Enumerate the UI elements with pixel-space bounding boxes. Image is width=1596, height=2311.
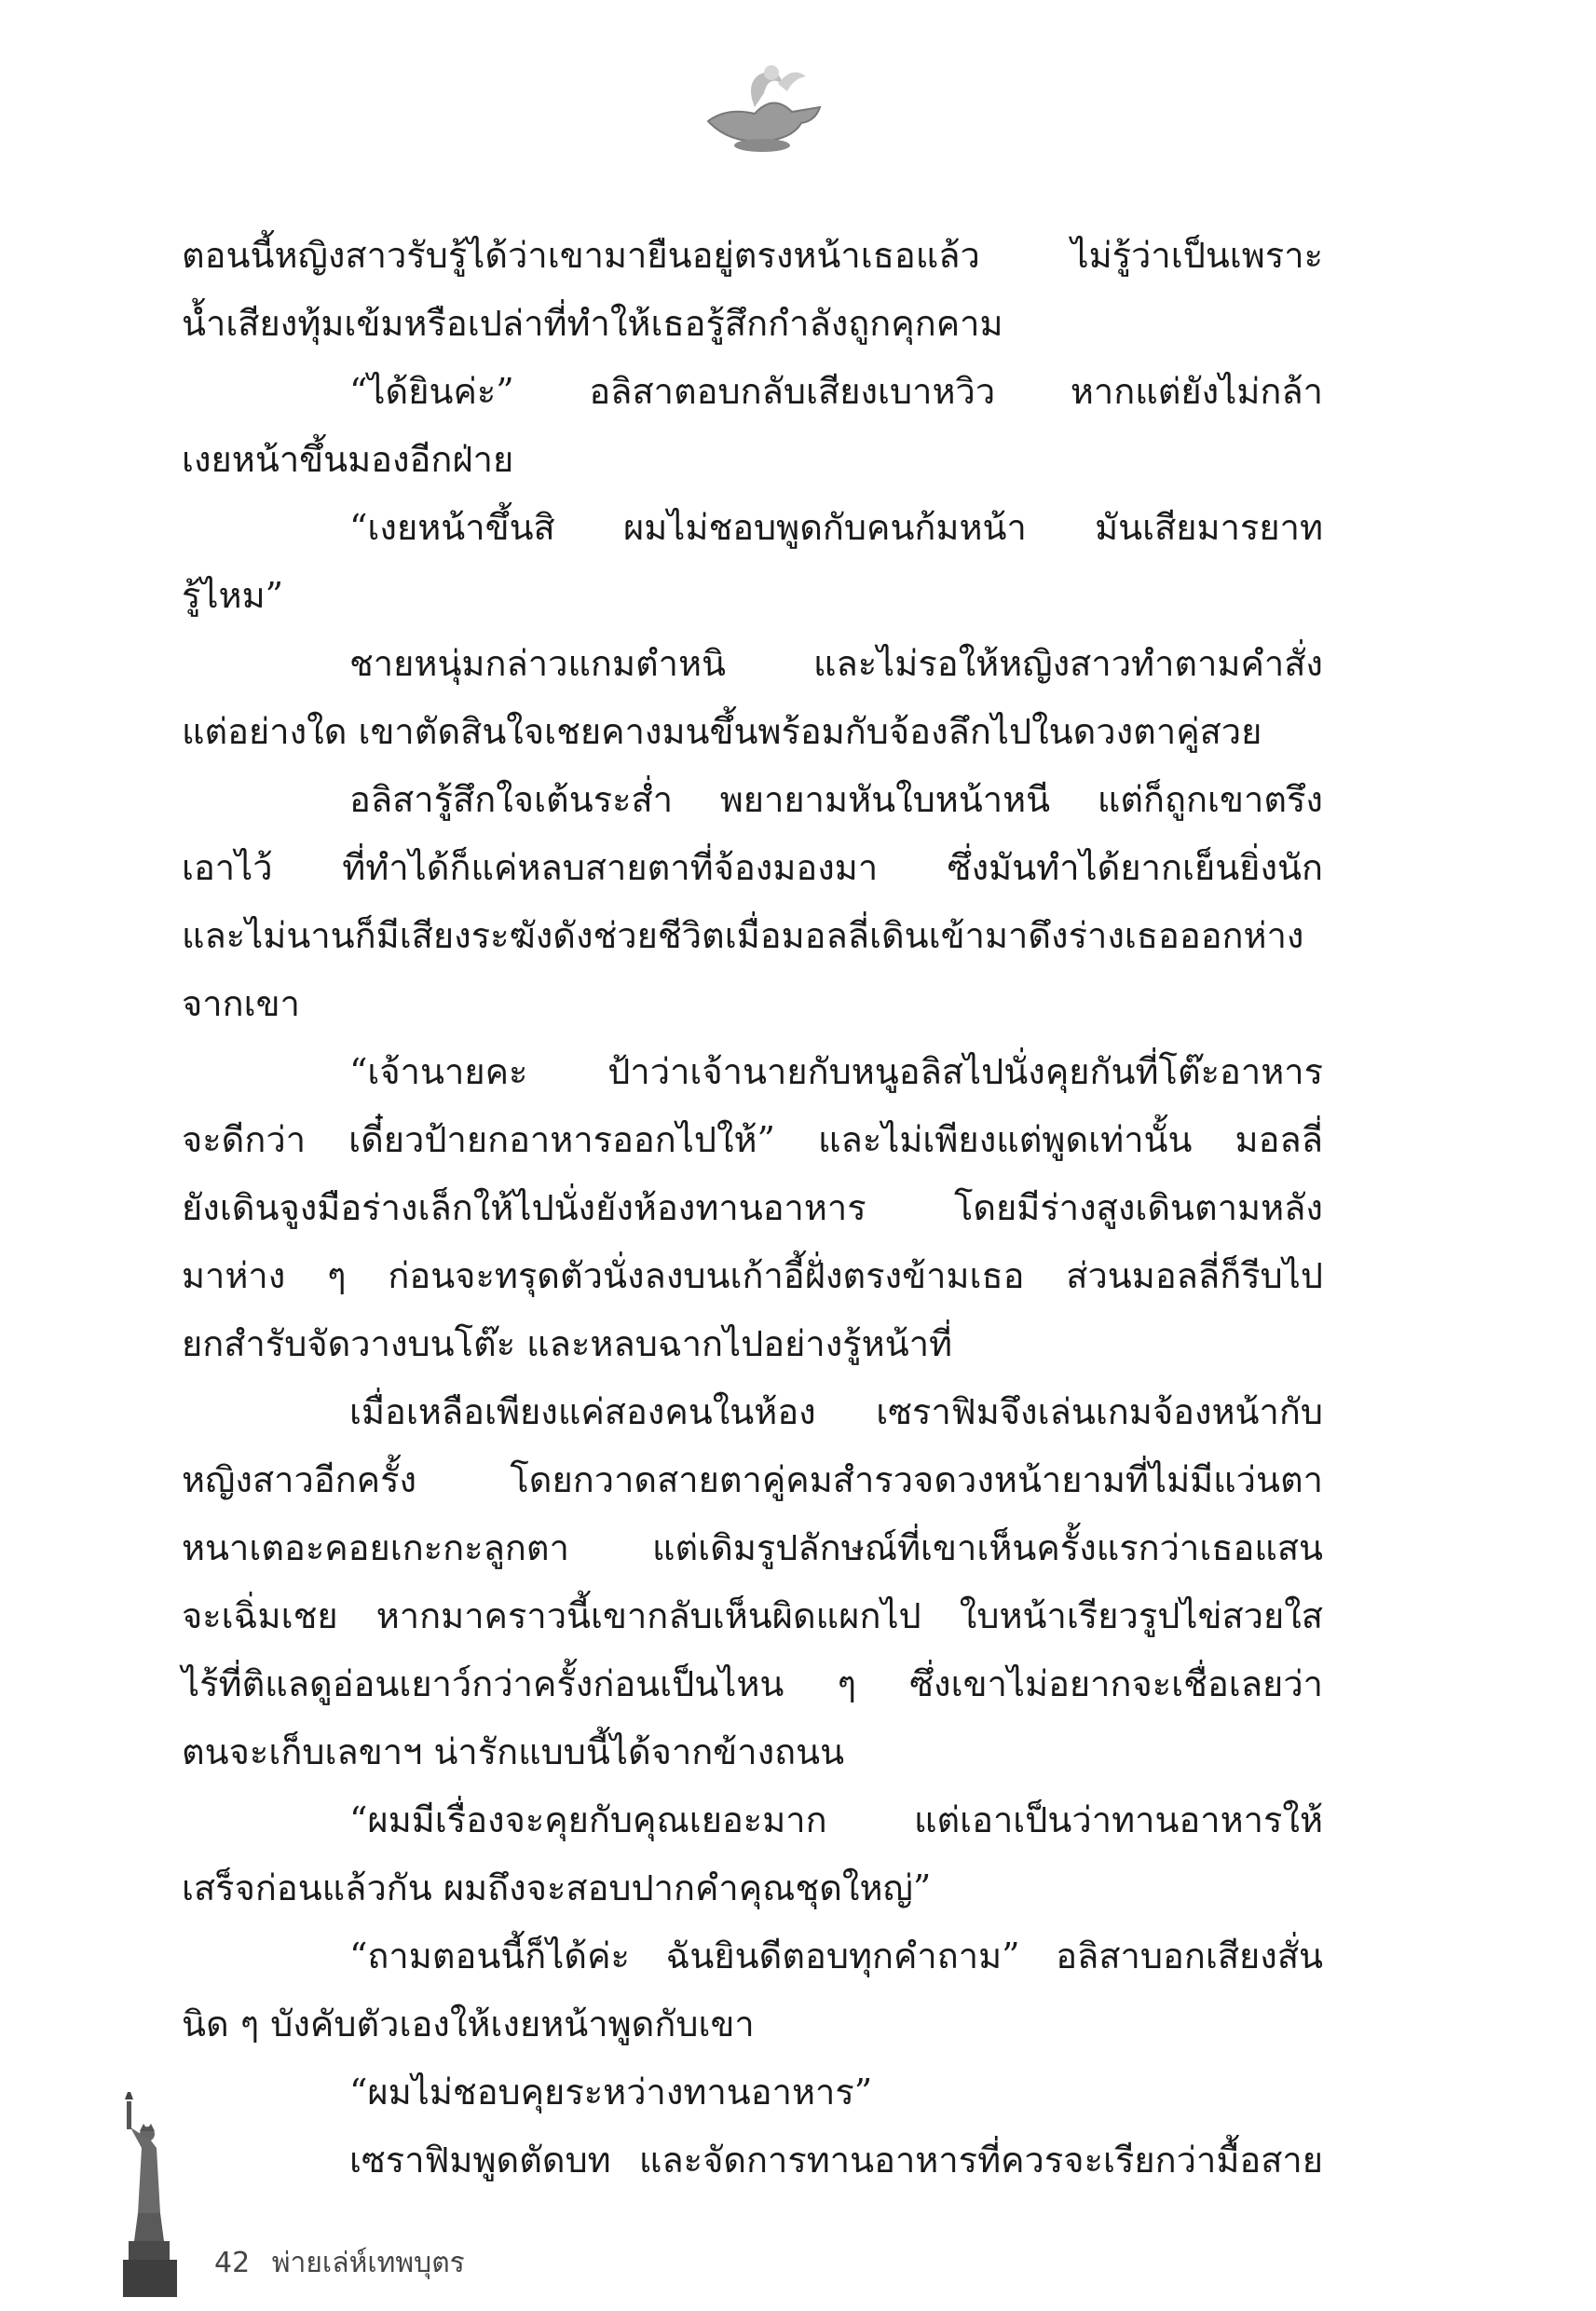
body-text [182, 222, 1323, 2195]
text-line: “ได้ยินค่ะ” อลิสาตอบกลับเสียงเบาหวิว หากแต่ยังไม่กล้า [349, 371, 1323, 412]
text-line: ยกสำรับจัดวางบนโต๊ะ และหลบฉากไปอย่างรู้หน้าที่ [182, 1323, 953, 1364]
text-line: รู้ไหม” [182, 575, 284, 616]
text-line: ตนจะเก็บเลขาฯ น่ารักแบบนี้ได้จากข้างถนน [182, 1731, 845, 1772]
running-title: พ่ายเล่ห์เทพบุตร [271, 2247, 465, 2279]
text-line: เซราฟิมพูดตัดบท และจัดการทานอาหารที่ควรจะเรียกว่ามื้อสาย [349, 2140, 1323, 2181]
statue-of-liberty-icon [119, 2083, 189, 2297]
text-line: มาห่าง ๆ ก่อนจะทรุดตัวนั่งลงบนเก้าอี้ฝั่งตรงข้ามเธอ ส่วนมอลลี่ก็รีบไป [182, 1255, 1323, 1296]
text-line: “ผมมีเรื่องจะคุยกับคุณเยอะมาก แต่เอาเป็นว่าทานอาหารให้ [349, 1799, 1323, 1840]
magic-lamp-icon [689, 56, 839, 158]
text-line: “ผมไม่ชอบคุยระหว่างทานอาหาร” [349, 2072, 873, 2113]
text-line: เมื่อเหลือเพียงแค่สองคนในห้อง เซราฟิมจึงเล่นเกมจ้องหน้ากับ [349, 1391, 1323, 1432]
page-footer [214, 2241, 478, 2285]
text-line: จะดีกว่า เดี๋ยวป้ายกอาหารออกไปให้” และไม่เพียงแต่พูดเท่านั้น มอลลี่ [182, 1119, 1323, 1160]
text-line: เสร็จก่อนแล้วกัน ผมถึงจะสอบปากคำคุณชุดใหญ่” [182, 1867, 932, 1908]
text-line: ชายหนุ่มกล่าวแกมตำหนิ และไม่รอให้หญิงสาวทำตามคำสั่ง [349, 643, 1323, 684]
text-line: และไม่นานก็มีเสียงระฆังดังช่วยชีวิตเมื่อมอลลี่เดินเข้ามาดึงร่างเธอออกห่าง [182, 915, 1304, 956]
text-line: เงยหน้าขึ้นมองอีกฝ่าย [182, 439, 514, 480]
text-line: “เงยหน้าขึ้นสิ ผมไม่ชอบพูดกับคนก้มหน้า มันเสียมารยาท [349, 507, 1323, 548]
text-line: ยังเดินจูงมือร่างเล็กให้ไปนั่งยังห้องทานอาหาร โดยมีร่างสูงเดินตามหลัง [182, 1187, 1323, 1228]
text-line: น้ำเสียงทุ้มเข้มหรือเปล่าที่ทำให้เธอรู้สึกกำลังถูกคุกคาม [182, 303, 1003, 344]
page-number: 42 [214, 2247, 251, 2279]
text-line: นิด ๆ บังคับตัวเองให้เงยหน้าพูดกับเขา [182, 2003, 755, 2044]
text-line: จากเขา [182, 983, 300, 1024]
text-line: “ถามตอนนี้ก็ได้ค่ะ ฉันยินดีตอบทุกคำถาม” อลิสาบอกเสียงสั่น [349, 1935, 1323, 1976]
text-line: “เจ้านายคะ ป้าว่าเจ้านายกับหนูอลิสไปนั่งคุยกันที่โต๊ะอาหาร [349, 1051, 1323, 1092]
text-line: อลิสารู้สึกใจเต้นระส่ำ พยายามหันใบหน้าหนี แต่ก็ถูกเขาตรึง [349, 779, 1323, 820]
text-line: ตอนนี้หญิงสาวรับรู้ได้ว่าเขามายืนอยู่ตรงหน้าเธอแล้ว ไม่รู้ว่าเป็นเพราะ [182, 235, 1323, 276]
text-line: หนาเตอะคอยเกะกะลูกตา แต่เดิมรูปลักษณ์ที่เขาเห็นครั้งแรกว่าเธอแสน [182, 1527, 1323, 1568]
text-line: เอาไว้ ที่ทำได้ก็แค่หลบสายตาที่จ้องมองมา ซึ่งมันทำได้ยากเย็นยิ่งนัก [182, 847, 1323, 888]
text-line: จะเฉิ่มเชย หากมาคราวนี้เขากลับเห็นผิดแผกไป ใบหน้าเรียวรูปไข่สวยใส [182, 1595, 1323, 1636]
text-line: ไร้ที่ติแลดูอ่อนเยาว์กว่าครั้งก่อนเป็นไหน ๆ ซึ่งเขาไม่อยากจะเชื่อเลยว่า [182, 1663, 1323, 1704]
text-line: แต่อย่างใด เขาตัดสินใจเชยคางมนขึ้นพร้อมกับจ้องลึกไปในดวงตาคู่สวย [182, 711, 1262, 752]
text-line: หญิงสาวอีกครั้ง โดยกวาดสายตาคู่คมสำรวจดวงหน้ายามที่ไม่มีแว่นตา [182, 1459, 1323, 1500]
